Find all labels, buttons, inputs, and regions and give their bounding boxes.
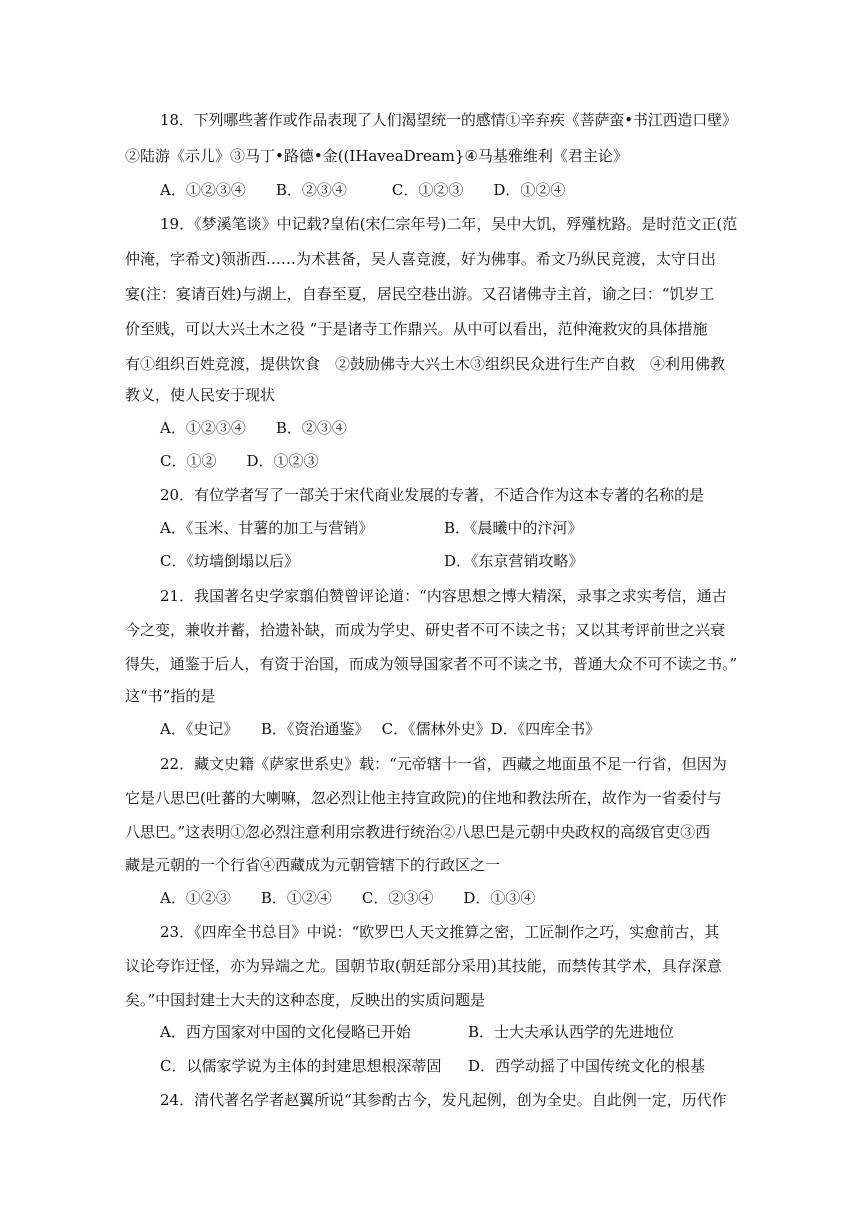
q24-stem-line-1: 24．清代著名学者赵翼所说“其参酌古今，发凡起例，创为全史。自此例一定，历代作	[160, 1091, 727, 1109]
q20-option-d: D．《东京营销攻略》	[444, 552, 584, 570]
q19-stem-line-5: 有①组织百姓竞渡，提供饮食 ②鼓励佛寺大兴土木③组织民众进行生产自救 ④利用佛教	[125, 355, 726, 373]
q21-stem-line-3: 得失，通鉴于后人，有资于治国，而成为领导国家者不可不读之书，普通大众不可不读之书。”	[125, 655, 738, 673]
q20-stem: 20．有位学者写了一部关于宋代商业发展的专著，不适合作为这本专著的名称的是	[160, 486, 705, 504]
q23-option-c: C．以儒家学说为主体的封建思想根深蒂固	[160, 1057, 442, 1075]
q18-stem-line-1: 18．下列哪些著作或作品表现了人们渴望统一的感情①辛弃疾《菩萨蛮•书江西造口壁》	[160, 111, 737, 129]
q19-stem-line-4: 价至贱，可以大兴土木之役 ”于是诸寺工作鼎兴。从中可以看出，范仲淹救灾的具体措施	[125, 320, 708, 338]
q21-stem-line-2: 今之变，兼收并蓄，拾遗补缺，而成为学史、研史者不可不读之书；又以其考评前世之兴衰	[125, 621, 726, 639]
q22-stem-line-3: 八思巴。”这表明①忽必烈注意利用宗教进行统治②八思巴是元朝中央政权的高级官吏③西	[125, 823, 711, 841]
q19-options-line-2: C．①② D．①②③	[160, 452, 319, 470]
q20-option-a: A．《玉米、甘薯的加工与营销》	[160, 519, 374, 537]
q22-stem-line-2: 它是八思巴(吐蕃的大喇嘛，忽必烈让他主持宣政院)的住地和教法所在，故作为一省委付与	[125, 789, 722, 807]
q20-option-b: B．《晨曦中的汴河》	[444, 519, 583, 537]
q22-stem-line-1: 22．藏文史籍《萨家世系史》载：“元帝辖十一省，西藏之地面虽不足一行省，但因为	[160, 755, 727, 773]
q18-options: A．①②③④ B．②③④ C．①②③ D．①②④	[160, 181, 566, 199]
q23-stem-line-3: 矣。”中国封建士大夫的这种态度，反映出的实质问题是	[125, 991, 486, 1009]
q22-options: A．①②③ B．①②④ C．②③④ D．①③④	[160, 889, 536, 907]
q19-stem-line-1: 19．《梦溪笔谈》中记载?皇佑(宋仁宗年号)二年，吴中大饥，殍殣枕路。是时范文正(范	[160, 215, 738, 233]
q21-stem-line-4: 这“书”指的是	[125, 687, 216, 705]
q18-stem-line-2: ②陆游《示儿》③马丁•路德•金((IHaveaDream}④马基雅维利《君主论》	[125, 147, 628, 165]
q23-stem-line-2: 议论夸诈迂怪，亦为异端之尤。国朝节取(朝廷部分采用)其技能，而禁传其学术，具存深意	[125, 957, 722, 975]
q22-stem-line-4: 藏是元朝的一个行省④西藏成为元朝管辖下的行政区之一	[125, 856, 501, 874]
q23-option-a: A．西方国家对中国的文化侵略已开始	[160, 1023, 411, 1041]
q19-stem-line-6: 教义，使人民安于现状	[125, 386, 276, 404]
q21-stem-line-1: 21．我国著名史学家翦伯赞曾评论道：“内容思想之博大精深，录事之求实考信，通古	[160, 587, 727, 605]
q20-option-c: C．《坊墙倒塌以后》	[160, 552, 299, 570]
q19-stem-line-3: 宴(注：宴请百姓)与湖上，自春至夏，居民空巷出游。又召诸佛寺主首，谕之曰：“饥岁工	[125, 285, 715, 303]
q23-option-d: D．西学动摇了中国传统文化的根基	[468, 1057, 706, 1075]
q21-options: A．《史记》 B．《资治通鉴》 C．《儒林外史》D．《四库全书》	[160, 720, 601, 738]
q19-options-line-1: A．①②③④ B．②③④	[160, 419, 347, 437]
q23-stem-line-1: 23．《四库全书总目》中说：“欧罗巴人天文推算之密，工匠制作之巧，实愈前古，其	[160, 923, 720, 941]
q19-stem-line-2: 仲淹，字希文)领浙西……为术甚备，吴人喜竞渡，好为佛事。希文乃纵民竞渡，太守日出	[125, 250, 716, 268]
q23-option-b: B．士大夫承认西学的先进地位	[468, 1023, 675, 1041]
